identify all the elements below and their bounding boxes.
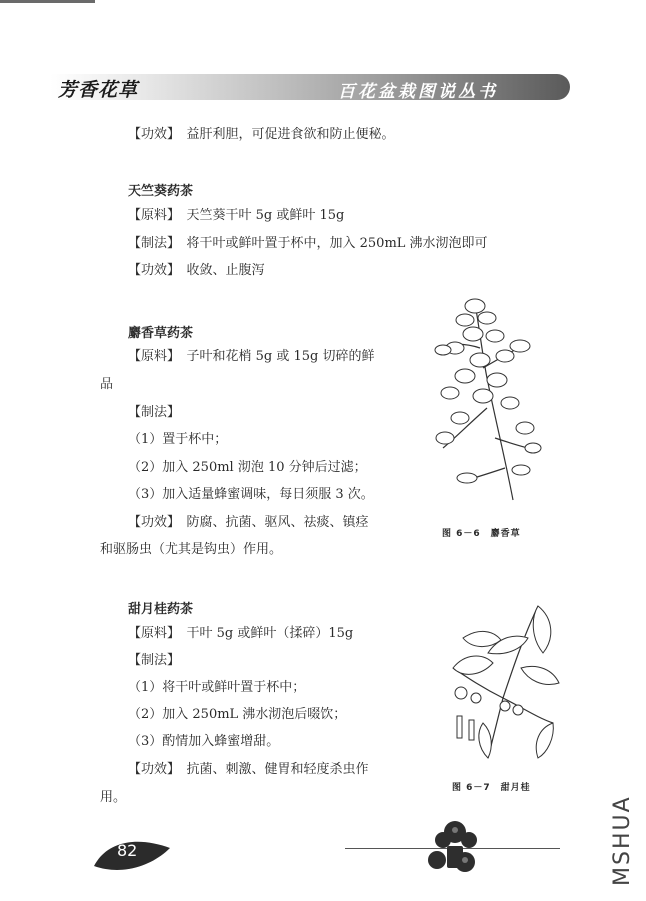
top-rule [0, 0, 95, 3]
series-title: 百花盆栽图说丛书 [338, 82, 498, 102]
page-number: 82 [117, 841, 138, 860]
section-line: （3）酌情加入蜂蜜增甜。 [128, 734, 280, 749]
sweet-bay-illustration [443, 598, 561, 763]
section-line: 【制法】 将干叶或鲜叶置于杯中，加入 250mL 沸水沏泡即可 [128, 236, 488, 251]
section-line: 【功效】 抗菌、刺激、健胃和轻度杀虫作 [128, 762, 369, 777]
section-line: 【原料】 子叶和花梢 5g 或 15g 切碎的鲜 [128, 349, 375, 364]
section-line: 品 [100, 377, 114, 392]
section-line: （3）加入适量蜂蜜调味，每日须服 3 次。 [128, 487, 374, 502]
section-line: （1）置于杯中； [128, 432, 228, 447]
watermark [608, 790, 635, 890]
section-line: （1）将干叶或鲜叶置于杯中； [128, 680, 306, 695]
section-line: 【制法】 [128, 405, 181, 420]
section-line: 【功效】 防腐、抗菌、驱风、祛痰、镇痉 [128, 515, 369, 530]
section-title: 天竺葵药茶 [128, 184, 194, 199]
section-line: 用。 [100, 790, 127, 805]
section-line: 【制法】 [128, 653, 181, 668]
section-title: 甜月桂药茶 [128, 602, 194, 617]
section-line: （2）加入 250mL 沸水沏泡后啜饮； [128, 707, 347, 722]
figure-caption: 图 6－6 麝香草 [442, 529, 521, 539]
section-line: 【原料】 干叶 5g 或鲜叶（揉碎）15g [128, 626, 354, 641]
section-line: 【原料】 天竺葵干叶 5g 或鲜叶 15g [128, 208, 345, 223]
section-line: 【功效】 收敛、止腹泻 [128, 263, 265, 278]
thyme-illustration [425, 288, 550, 508]
section-title: 麝香草药茶 [128, 326, 194, 341]
watermark-text: MSHUA [610, 795, 635, 886]
section-line: 和驱肠虫（尤其是钩虫）作用。 [100, 542, 283, 557]
intro-effect-line: 【功效】 益肝利胆，可促进食欲和防止便秘。 [128, 127, 395, 142]
book-title: 芳香花草 [58, 79, 139, 101]
flower-pot-decoration [415, 818, 485, 874]
section-line: （2）加入 250ml 沏泡 10 分钟后过滤； [128, 460, 367, 475]
figure-caption: 图 6－7 甜月桂 [452, 783, 531, 793]
